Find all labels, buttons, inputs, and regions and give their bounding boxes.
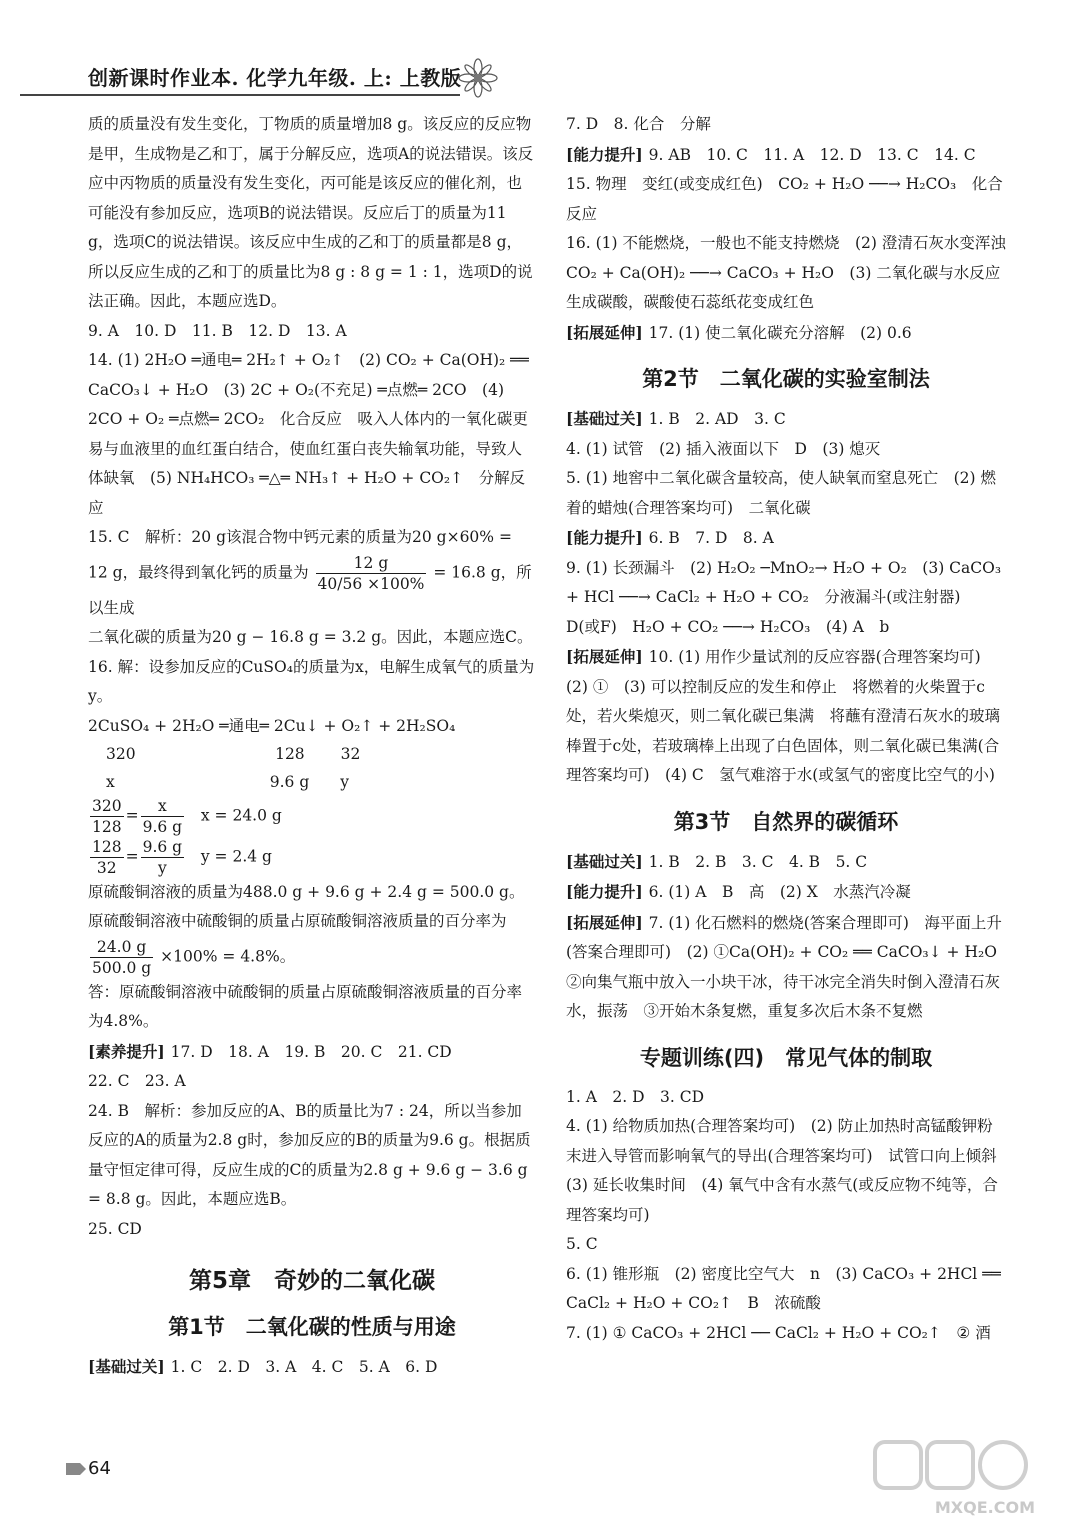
answer-line: [基础过关] 1. C 2. D 3. A 4. C 5. A 6. D: [88, 1357, 438, 1376]
answer-line: [拓展延伸] 17. (1) 使二氧化碳充分溶解 (2) 0.6: [566, 322, 912, 342]
answer-line: [素养提升] 17. D 18. A 19. B 20. C 21. CD: [88, 1041, 452, 1061]
answer-line: [基础过关] 1. B 2. B 3. C 4. B 5. C: [566, 851, 868, 871]
answer-line: [能力提升] 6. (1) A B 高 (2) X 水蒸汽冷凝: [566, 882, 911, 901]
answer-paragraph: 4. (1) 给物质加热(合理答案均可) (2) 防止加热时高锰酸钾粉末进入导管而影响氧气的导出(合理答案均可) 试管口向上倾斜 (3) 延长收集时间 (4) 氧气中含有水蒸气(或反应物不纯等，合理答案均可): [566, 1117, 1013, 1224]
proportion-1: $\frac{320}{128}$ = $\frac{x}{9.6 g}$ x = 24.0 g: [92, 796, 282, 836]
answer-paragraph: 16. 解：设参加反应的CuSO₄的质量为x，电解生成氧气的质量为y。: [88, 657, 535, 705]
answer-line: 9. A 10. D 11. B 12. D 13. A: [88, 321, 347, 340]
answer-line: [能力提升] 6. B 7. D 8. A: [566, 528, 774, 547]
section-tag: [素养提升]: [88, 1041, 165, 1061]
answer-paragraph: 9. (1) 长颈漏斗 (2) H₂O₂ ─MnO₂→ H₂O + O₂ (3) CaCO₃ + HCl ──→ CaCl₂ + H₂O + CO₂ 分液漏斗(或注射器) D(或F) H₂O + CO₂ ──→ H₂CO₃ (4) A b: [566, 558, 1002, 636]
answer-paragraph: 16. (1) 不能燃烧，一般也不能支持燃烧 (2) 澄清石灰水变浑浊 CO₂ + Ca(OH)₂ ──→ CaCO₃ + H₂O (3) 二氧化碳与水反应生成碳酸，碳酸使石蕊纸花变成红色: [566, 234, 1022, 311]
answer-paragraph: 14. (1) 2H₂O ═通电═ 2H₂↑ + O₂↑ (2) CO₂ + Ca(OH)₂ ══ CaCO₃↓ + H₂O (3) 2C + O₂(不充足) ═点燃═ 2CO (4) 2CO + O₂ ═点燃═ 2CO₂ 化合反应 吸入人体内的一氧化碳更易与血液里的血红蛋白结合，使血红蛋白丧失输氧功能，导致人体缺氧 (5) NH₄HCO₃ ═△═ NH₃↑ + H₂O + CO₂↑ 分解反应: [88, 351, 529, 517]
section-title: 第1节 二氧化碳的性质与用途: [168, 1315, 456, 1339]
equation-ratios: 320 128 32: [106, 744, 361, 763]
answer-paragraph: 质的质量没有发生变化，丁物质的质量增加8 g。该反应的反应物是甲，生成物是乙和丁，属于分解反应，选项A的说法错误。该反应中丙物质的质量没有发生变化，丙可能是该反应的催化剂，也可能没有参加反应，选项B的说法错误。反应后丁的质量为11 g，选项C的说法错误。该反应中生成的乙和丁的质量都是8 g，所以反应生成的乙和丁的质量比为8 g : 8 g = 1 : 1，选项D的说法正确。因此，本题应选D。: [88, 115, 534, 310]
answer-line: 5. C: [566, 1235, 598, 1253]
answer-line: [能力提升] 9. AB 10. C 11. A 12. D 13. C 14. C: [566, 144, 976, 164]
section-tag: [基础过关]: [566, 851, 643, 871]
answer-line: 7. D 8. 化合 分解: [566, 115, 711, 133]
answer-paragraph: 答：原硫酸铜溶液中硫酸铜的质量占原硫酸铜溶液质量的百分率为4.8%。: [88, 982, 523, 1030]
answer-line: 1. A 2. D 3. CD: [566, 1087, 705, 1106]
answer-line: 4. (1) 试管 (2) 插入液面以下 D (3) 熄灭: [566, 439, 881, 458]
section-tag: [基础过关]: [566, 409, 643, 428]
page-arrow-icon: [66, 1463, 86, 1475]
section-tag: [拓展延伸]: [566, 912, 643, 932]
equation-unknowns: x 9.6 g y: [106, 772, 349, 791]
answer-paragraph: [拓展延伸] 7. (1) 化石燃料的燃烧(答案合理即可) 海平面上升(答案合理即可) (2) ①Ca(OH)₂ + CO₂ ══ CaCO₃↓ + H₂O ②向集气瓶中放入一小块干冰，待干冰完全消失时倒入澄清石灰水，振荡 ③开始木条复燃，重复多次后木条不复燃: [566, 912, 1013, 1020]
section-tag: [能力提升]: [566, 882, 643, 901]
section-tag: [能力提升]: [566, 144, 643, 164]
fraction: $\frac{12 g}{40/56 \times 100\%}$: [317, 553, 425, 593]
watermark-icon: [865, 1438, 1035, 1494]
answer-paragraph: 15. 物理 变红(或变成红色) CO₂ + H₂O ──→ H₂CO₃ 化合反应: [566, 175, 1003, 223]
chemical-equation: 2CuSO₄ + 2H₂O ═通电═ 2Cu↓ + O₂↑ + 2H₂SO₄: [88, 716, 456, 735]
answer-paragraph: 原硫酸铜溶液的质量为488.0 g + 9.6 g + 2.4 g = 500.0 g。原硫酸铜溶液中硫酸铜的质量占原硫酸铜溶液质量的百分率为 $\frac{24.0 g}{500.0 g}$ ×100% = 4.8%。: [88, 882, 525, 977]
section-tag: [拓展延伸]: [566, 322, 643, 342]
section-tag: [拓展延伸]: [566, 647, 643, 666]
answer-line: 22. C 23. A: [88, 1072, 186, 1090]
left-column: [88, 110, 536, 1383]
section-tag: [基础过关]: [88, 1357, 165, 1376]
watermark-text: MXQE.COM: [934, 1498, 1035, 1517]
section-title: 专题训练(四) 常见气体的制取: [639, 1045, 933, 1070]
section-title: 第2节 二氧化碳的实验室制法: [642, 367, 930, 391]
page-number: 64: [88, 1458, 111, 1479]
header-divider: [20, 94, 460, 96]
answer-line: 25. CD: [88, 1219, 142, 1238]
answer-paragraph: 6. (1) 锥形瓶 (2) 密度比空气大 n (3) CaCO₃ + 2HCl ══ CaCl₂ + H₂O + CO₂↑ B 浓硫酸: [566, 1264, 1001, 1312]
answer-paragraph: 24. B 解析：参加反应的A、B的质量比为7 : 24，所以当参加反应的A的质量为2.8 g时，参加反应的B的质量为9.6 g。根据质量守恒定律可得，反应生成的C的质量为2.8 g + 9.6 g − 3.6 g = 8.8 g。因此，本题应选B。: [88, 1101, 531, 1208]
answer-paragraph: 7. (1) ① CaCO₃ + 2HCl ── CaCl₂ + H₂O + CO₂↑ ② 酒: [566, 1323, 991, 1342]
book-title: 创新课时作业本. 化学九年级. 上: 上教版: [88, 66, 462, 90]
answer-paragraph: 5. (1) 地窖中二氧化碳含量较高，使人缺氧而窒息死亡 (2) 燃着的蜡烛(合理答案均可) 二氧化碳: [566, 469, 996, 517]
right-column: [566, 110, 1022, 1348]
calculation-block: [88, 712, 536, 878]
watermark-logo: [865, 1438, 1035, 1518]
section-tag: [能力提升]: [566, 528, 643, 547]
section-title: 第3节 自然界的碳循环: [673, 809, 899, 834]
answer-line: [基础过关] 1. B 2. AD 3. C: [566, 409, 786, 428]
chapter-title: 第5章 奇妙的二氧化碳: [188, 1268, 435, 1294]
flower-decoration-icon: [458, 58, 498, 98]
proportion-2: $\frac{128}{32}$ = $\frac{9.6 g}{y}$ y = 2.4 g: [92, 837, 272, 877]
answer-paragraph: 15. C 解析：20 g该混合物中钙元素的质量为20 g×60% = 12 g，最终得到氧化钙的质量为 $\frac{12 g}{40/56 \times 100\%}$ = 16.8 g，所以生成: [88, 528, 532, 617]
answer-paragraph: [拓展延伸] 10. (1) 用作少量试剂的反应容器(合理答案均可) (2) ① (3) 可以控制反应的发生和停止 将燃着的火柴置于c处，若火柴熄灭，则二氧化碳已集满 将蘸有澄清石灰水的玻璃棒置于c处，若玻璃棒上出现了白色固体，则二氧化碳已集满(合理答案均可) (4) C 氢气难溶于水(或氢气的密度比空气的小): [566, 647, 1001, 784]
answer-paragraph: 二氧化碳的质量为20 g − 16.8 g = 3.2 g。因此，本题应选C。: [88, 628, 533, 646]
